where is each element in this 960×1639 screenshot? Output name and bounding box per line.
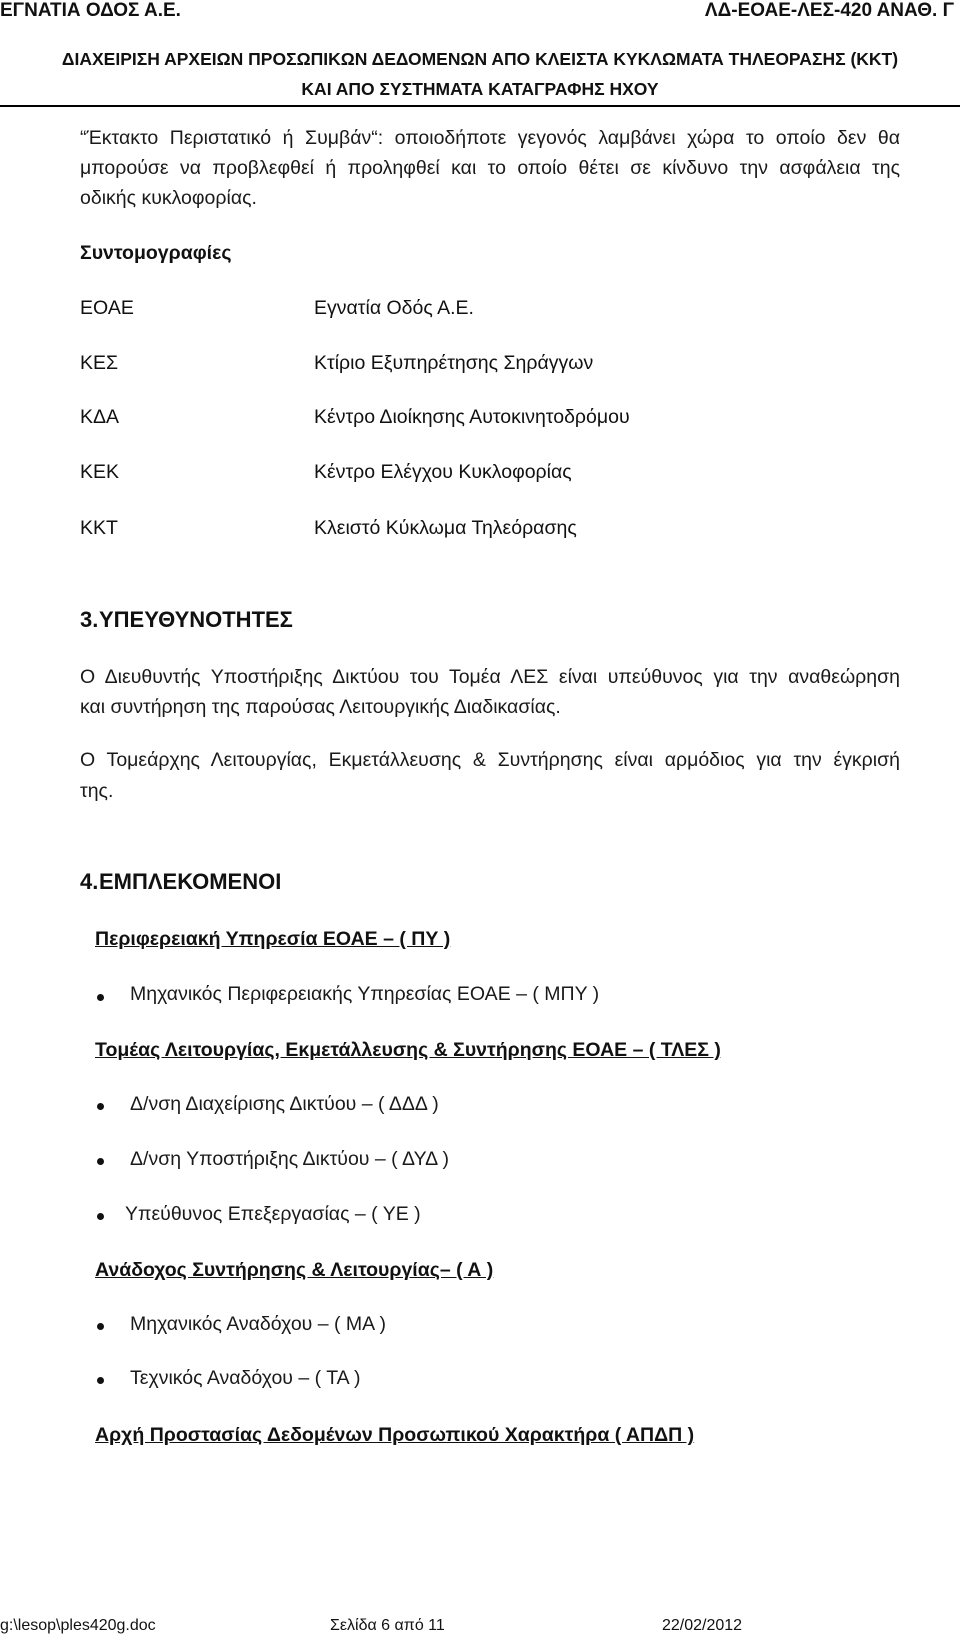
- list-item-ye: Υπεύθυνος Επεξεργασίας – ( ΥΕ ): [125, 1203, 421, 1225]
- group-py-heading: Περιφερειακή Υπηρεσία ΕΟΑΕ – ( ΠΥ ): [95, 928, 451, 950]
- abbr-code-kkt: ΚΚΤ: [80, 517, 118, 539]
- abbr-code-kda: ΚΔΑ: [80, 406, 120, 428]
- section-3-p2-line-2: της.: [80, 780, 114, 802]
- section-3-number: 3.: [80, 607, 99, 632]
- bullet-dot: [97, 1213, 104, 1220]
- bullet-dot: [97, 1377, 104, 1384]
- definition-line-3: οδικής κυκλοφορίας.: [80, 187, 257, 209]
- header-doc-code: ΛΔ-ΕΟΑΕ-ΛΕΣ-420 ΑΝΑΘ. Γ: [704, 0, 954, 21]
- footer-file-path: g:\lesop\ples420g.doc: [0, 1617, 156, 1634]
- list-item-mpy: Μηχανικός Περιφερειακής Υπηρεσίας ΕΟΑΕ – ( ΜΠΥ ): [130, 983, 600, 1005]
- section-3-p1-line-2: και συντήρηση της παρούσας Λειτουργικής Διαδικασίας.: [80, 696, 561, 718]
- section-3-title: ΥΠΕΥΘΥΝΟΤΗΤΕΣ: [99, 607, 293, 632]
- definition-line-2: μπορούσε να προβλεφθεί ή προληφθεί και το οποίο θέτει σε κίνδυνο την ασφάλεια της: [80, 157, 900, 179]
- bullet-dot: [97, 1323, 104, 1330]
- section-4-title: ΕΜΠΛΕΚΟΜΕΝΟΙ: [99, 869, 282, 894]
- abbr-full-kek: Κέντρο Ελέγχου Κυκλοφορίας: [314, 461, 572, 483]
- abbr-code-eoae: ΕΟΑΕ: [80, 297, 134, 319]
- footer-page-number: Σελίδα 6 από 11: [330, 1617, 445, 1634]
- list-item-dyd: Δ/νση Υποστήριξης Δικτύου – ( ΔΥΔ ): [130, 1148, 449, 1170]
- list-item-ta: Τεχνικός Αναδόχου – ( ΤΑ ): [130, 1367, 361, 1389]
- abbr-full-kes: Κτίριο Εξυπηρέτησης Σηράγγων: [314, 352, 594, 374]
- bullet-dot: [97, 994, 104, 1001]
- abbr-full-kda: Κέντρο Διοίκησης Αυτοκινητοδρόμου: [314, 406, 630, 428]
- list-item-ddd: Δ/νση Διαχείρισης Δικτύου – ( ΔΔΔ ): [130, 1093, 439, 1115]
- section-3-p2-line-1: Ο Τομεάρχης Λειτουργίας, Εκμετάλλευσης & Συντήρησης είναι αρμόδιος για την έγκρισή: [80, 749, 900, 771]
- footer-date: 22/02/2012: [662, 1617, 743, 1634]
- header-company: ΕΓΝΑΤΙΑ ΟΔΟΣ Α.Ε.: [0, 0, 181, 21]
- list-item-ma: Μηχανικός Αναδόχου – ( ΜΑ ): [130, 1313, 387, 1335]
- section-3-p1-line-1: Ο Διευθυντής Υποστήριξης Δικτύου του Τομέα ΛΕΣ είναι υπεύθυνος για την αναθεώρηση: [80, 666, 900, 688]
- header-divider: [0, 105, 960, 107]
- abbr-code-kek: ΚΕΚ: [80, 461, 120, 483]
- section-4-number: 4.: [80, 869, 99, 894]
- abbr-code-kes: ΚΕΣ: [80, 352, 119, 374]
- abbreviations-heading: Συντομογραφίες: [80, 242, 232, 264]
- abbr-full-eoae: Εγνατία Οδός Α.Ε.: [314, 297, 474, 319]
- header-title-line-1: ΔΙΑΧΕΙΡΙΣΗ ΑΡΧΕΙΩΝ ΠΡΟΣΩΠΙΚΩΝ ΔΕΔΟΜΕΝΩΝ ΑΠΟ ΚΛΕΙΣΤΑ ΚΥΚΛΩΜΑΤΑ ΤΗΛΕΟΡΑΣΗΣ (ΚΚΤ): [61, 49, 899, 69]
- group-apdp-heading: Αρχή Προστασίας Δεδομένων Προσωπικού Χαρακτήρα ( ΑΠΔΠ ): [95, 1424, 695, 1446]
- abbr-full-kkt: Κλειστό Κύκλωμα Τηλεόρασης: [314, 517, 577, 539]
- bullet-dot: [97, 1158, 104, 1165]
- header-title-line-2: ΚΑΙ ΑΠΟ ΣΥΣΤΗΜΑΤΑ ΚΑΤΑΓΡΑΦΗΣ ΗΧΟΥ: [301, 79, 659, 99]
- group-tles-heading: Τομέας Λειτουργίας, Εκμετάλλευσης & Συντήρησης ΕΟΑΕ – ( ΤΛΕΣ ): [95, 1039, 721, 1061]
- definition-line-1: “Έκτακτο Περιστατικό ή Συμβάν“: οποιοδήποτε γεγονός λαμβάνει χώρα το οποίο δεν θα: [80, 127, 900, 149]
- bullet-dot: [97, 1103, 104, 1110]
- group-contractor-heading: Ανάδοχος Συντήρησης & Λειτουργίας– ( Α ): [95, 1259, 494, 1281]
